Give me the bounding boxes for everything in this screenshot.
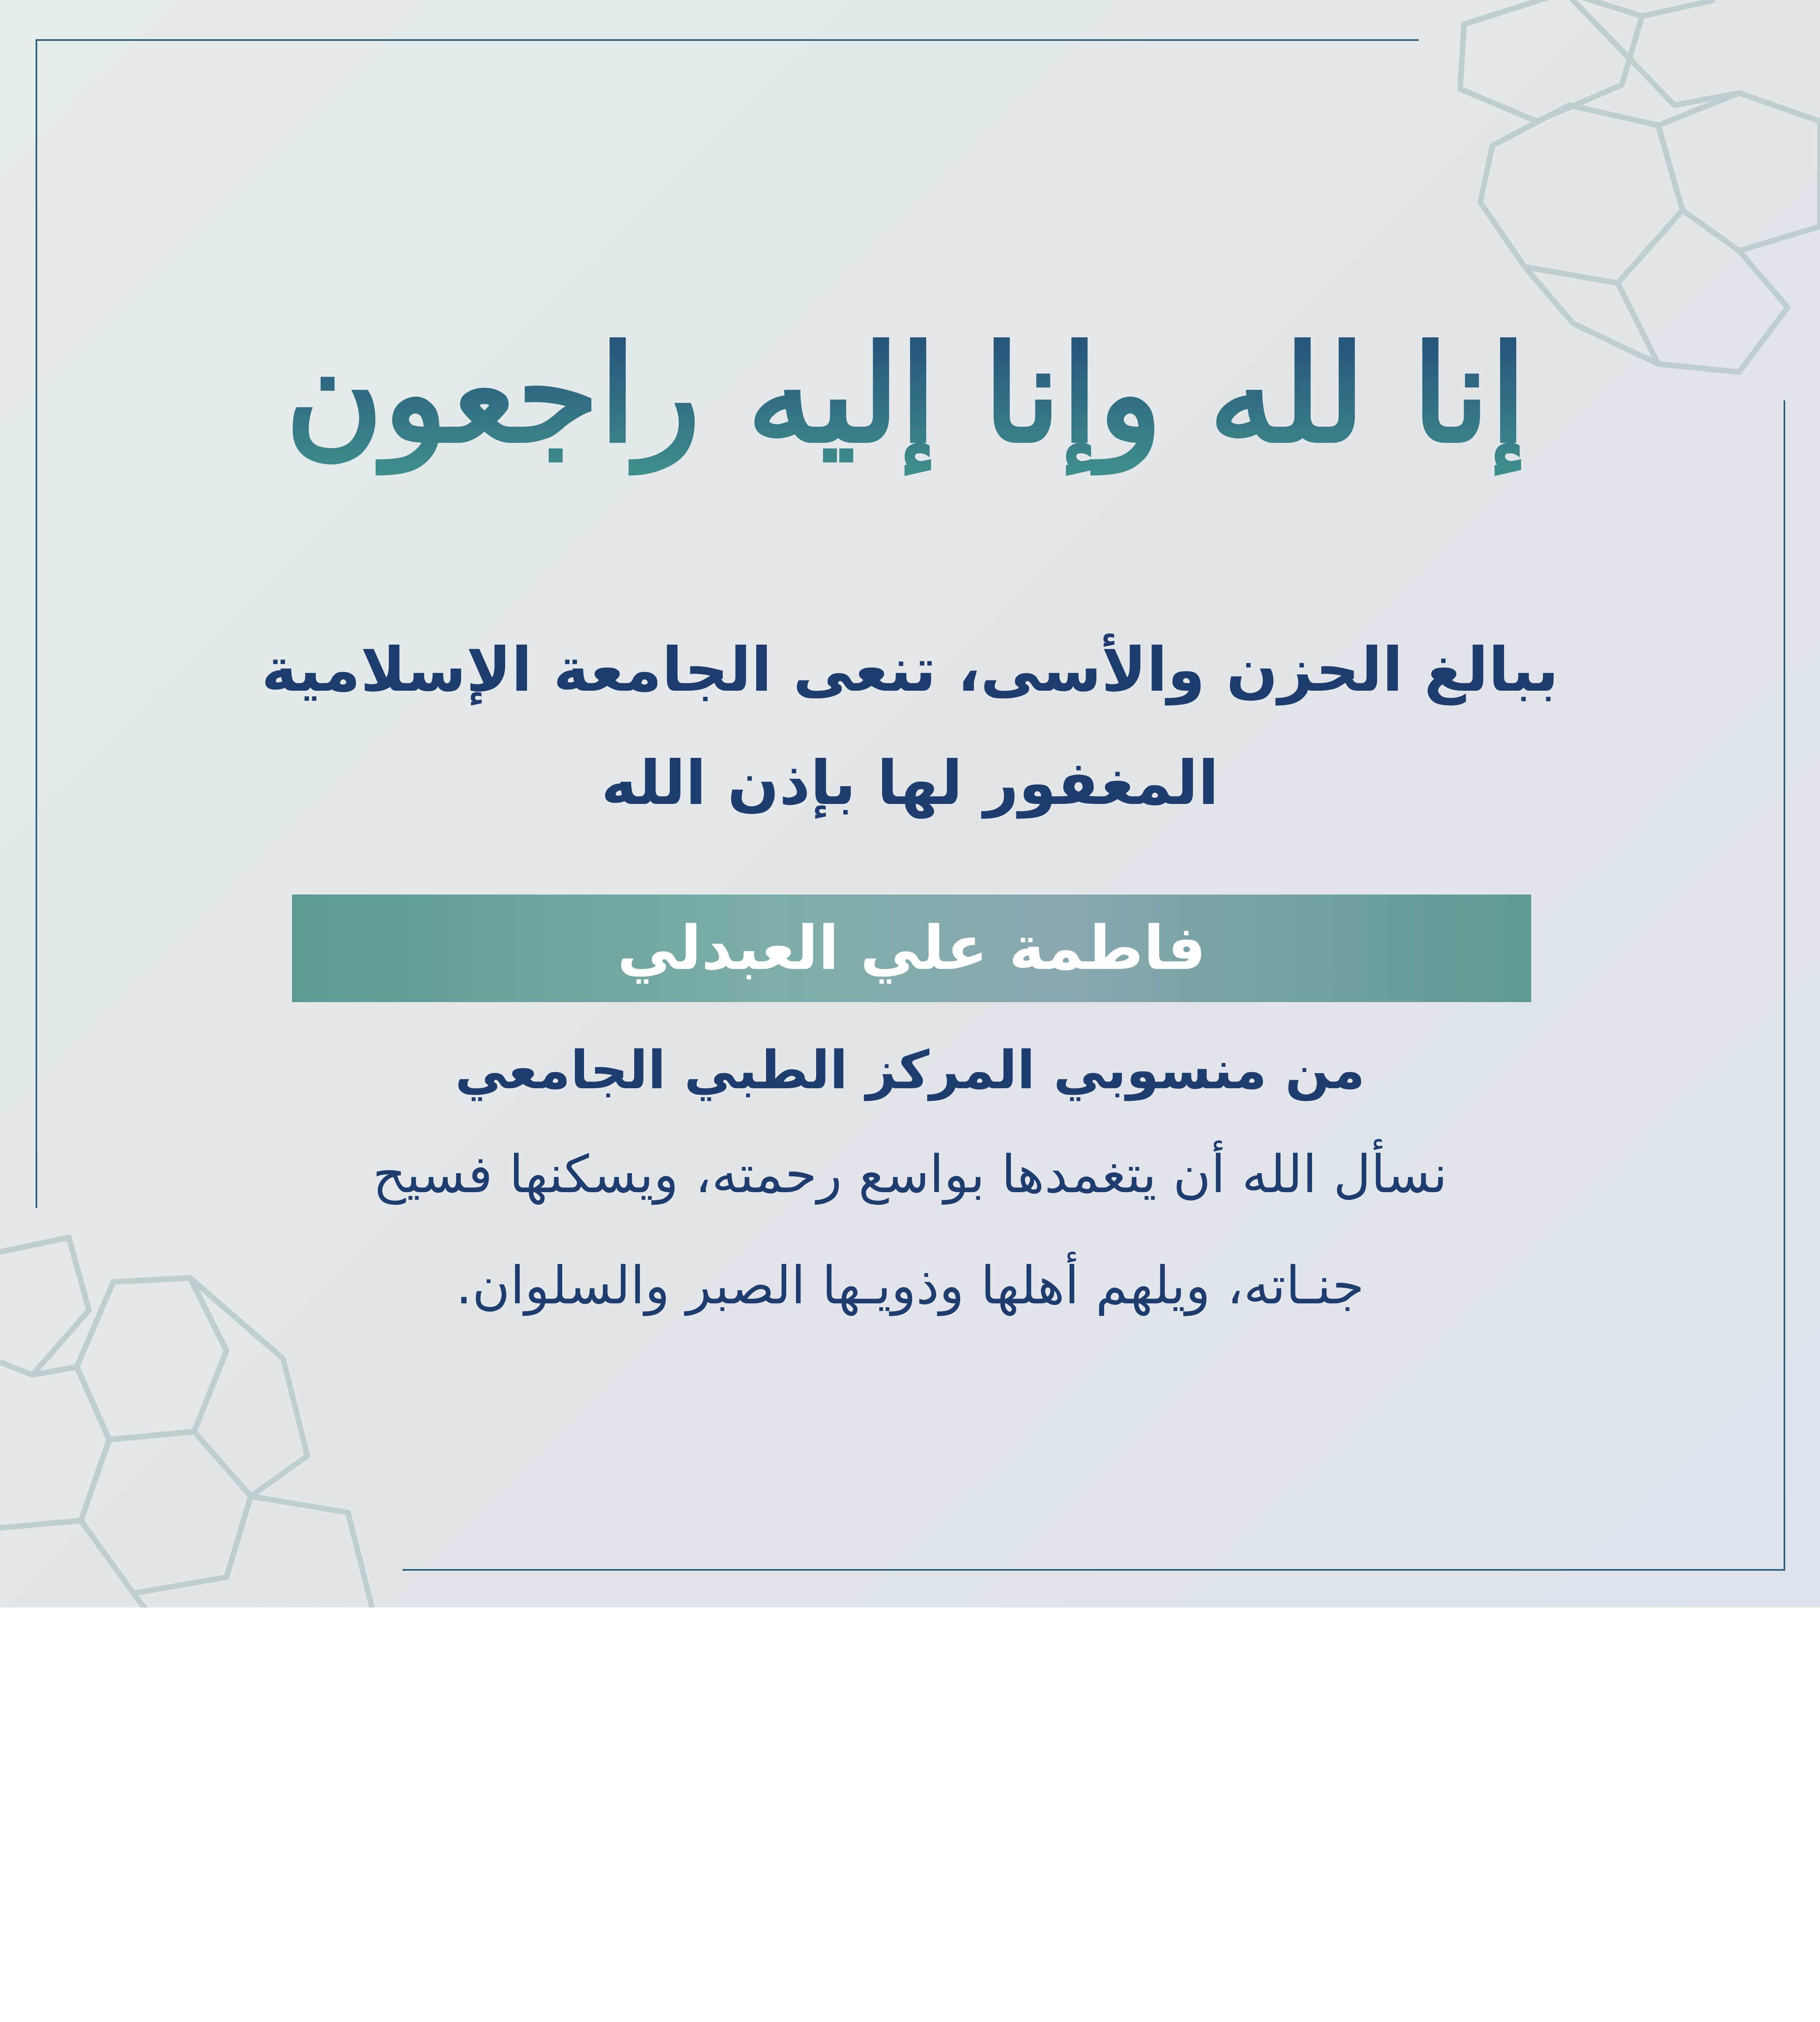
quran-verse-calligraphy bbox=[285, 267, 1527, 542]
affiliation-text: من منسوبي المركز الطبي الجامعي bbox=[455, 1039, 1365, 1101]
prayer-line-1: نسأل الله أن يتغمدها بواسع رحمته، ويسكنها فسيح bbox=[372, 1144, 1448, 1205]
prayer-line-2: جنـاته، ويلهم أهلها وذويـها الصبر والسلوان. bbox=[455, 1256, 1365, 1316]
frame-line-right bbox=[1784, 400, 1785, 1570]
deceased-name: فاطمة علي العبدلي bbox=[617, 913, 1206, 984]
announcement-line-1: ببالغ الحزن والأسى، تنعى الجامعة الإسلامية bbox=[261, 635, 1559, 705]
deceased-name-banner bbox=[292, 895, 1531, 1002]
frame-line-left bbox=[36, 39, 37, 1208]
announcement-line-2: المغفور لها بإذن الله bbox=[601, 748, 1219, 819]
calligraphy-text: إنا لله وإنا إليه راجعون bbox=[285, 315, 1527, 472]
footer bbox=[0, 1607, 1820, 1820]
frame-line-bottom bbox=[402, 1569, 1785, 1571]
frame-line-top bbox=[36, 39, 1419, 41]
